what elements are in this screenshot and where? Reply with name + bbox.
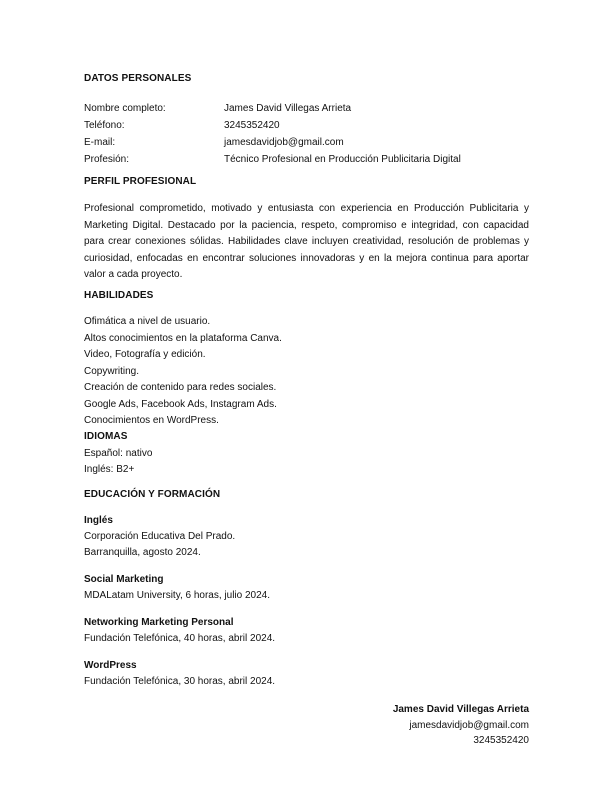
section-heading-idiomas: IDIOMAS (84, 431, 128, 442)
profile-paragraph-line: para crear conexiones sólidas. Habilidades clave incluyen creatividad, resolución de problemas y (84, 236, 529, 247)
education-entry-title: Social Marketing (84, 574, 164, 585)
profile-paragraph-line: curiosidad, enfocadas en encontrar soluciones innovadoras y en la mejora continua para aportar (84, 252, 529, 264)
section-idiomas (84, 429, 529, 479)
section-heading-habilidades: HABILIDADES (84, 290, 154, 301)
section-heading-perfil-profesional: PERFIL PROFESIONAL (84, 176, 197, 187)
education-entry-detail: Corporación Educativa Del Prado. (84, 531, 236, 542)
section-datos-personales (84, 71, 529, 88)
section-perfil-profesional (84, 174, 529, 191)
field-label-email: E-mail: (84, 137, 116, 148)
section-heading-datos-personales: DATOS PERSONALES (84, 73, 192, 84)
footer-signature (84, 702, 529, 749)
education-entry (84, 572, 529, 604)
profile-paragraph-line: Marketing Digital. Destacado por la paciencia, respeto, compromiso e integridad, con capacidad (84, 219, 529, 231)
education-entry (84, 615, 529, 647)
footer-email: jamesdavidjob@gmail.com (409, 719, 529, 731)
profile-paragraph (84, 201, 529, 284)
field-label-profesion: Profesión: (84, 154, 130, 165)
skill-item: Conocimientos en WordPress. (84, 415, 219, 426)
skills-list (84, 314, 529, 430)
personal-field-row-profesion (84, 151, 529, 168)
field-value-profesion: Técnico Profesional en Producción Publicitaria Digital (224, 154, 461, 165)
skill-item: Video, Fotografía y edición. (84, 349, 206, 360)
field-value-nombre-completo: James David Villegas Arrieta (224, 103, 352, 114)
field-label-telefono: Teléfono: (84, 120, 125, 131)
field-value-email: jamesdavidjob@gmail.com (224, 137, 344, 148)
education-entry-title: WordPress (84, 660, 137, 671)
education-entry-detail: Fundación Telefónica, 40 horas, abril 2024. (84, 633, 276, 644)
education-entry-title: Networking Marketing Personal (84, 617, 234, 628)
footer-phone: 3245352420 (473, 735, 529, 746)
footer-name: James David Villegas Arrieta (392, 704, 529, 715)
education-entry-detail: Fundación Telefónica, 30 horas, abril 2024. (84, 676, 276, 687)
skill-item: Altos conocimientos en la plataforma Canva. (84, 332, 282, 344)
language-item: Español: nativo (84, 447, 153, 459)
field-label-nombre-completo: Nombre completo: (84, 103, 166, 114)
education-entry-detail: Barranquilla, agosto 2024. (84, 547, 201, 558)
profile-paragraph-line: Profesional comprometido, motivado y entusiasta con experiencia en Producción Publicitaria y (84, 203, 529, 214)
profile-paragraph-line: valor a cada proyecto. (84, 269, 183, 280)
skill-item: Copywriting. (84, 365, 140, 377)
education-entry-title: Inglés (84, 515, 113, 526)
section-habilidades (84, 288, 529, 305)
personal-field-row-email (84, 134, 529, 151)
skill-item: Google Ads, Facebook Ads, Instagram Ads. (84, 398, 277, 410)
section-educacion (84, 487, 529, 504)
personal-field-row-telefono (84, 117, 529, 134)
personal-fields (84, 100, 529, 168)
education-entry (84, 513, 529, 561)
education-entries (84, 513, 529, 701)
education-entry-detail: MDALatam University, 6 horas, julio 2024. (84, 590, 271, 601)
skill-item: Creación de contenido para redes sociales. (84, 382, 277, 393)
field-value-telefono: 3245352420 (224, 120, 280, 131)
language-item: Inglés: B2+ (84, 464, 135, 475)
personal-field-row-nombre-completo (84, 100, 529, 117)
education-entry (84, 658, 529, 690)
skill-item: Ofimática a nivel de usuario. (84, 316, 211, 327)
section-heading-educacion: EDUCACIÓN Y FORMACIÓN (84, 489, 221, 500)
